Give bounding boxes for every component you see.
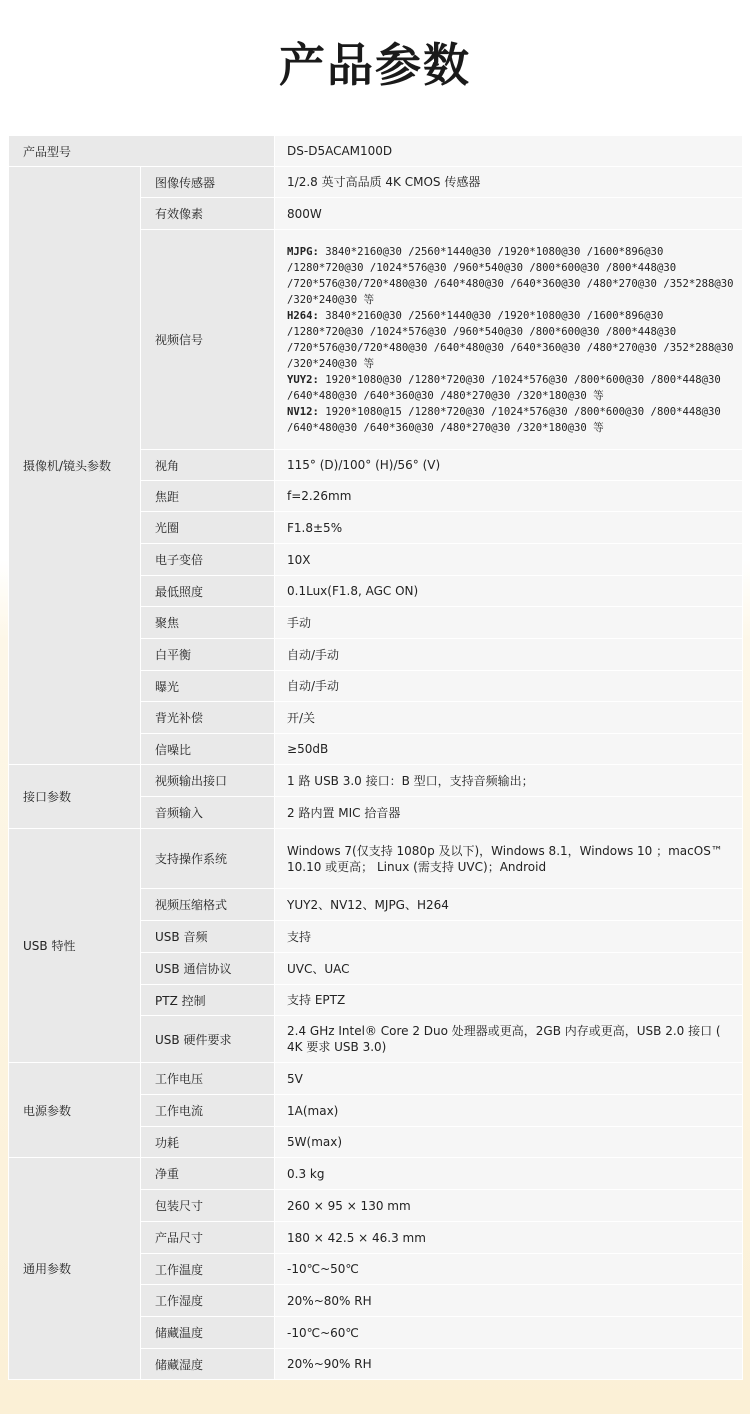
table-row <box>9 136 743 167</box>
video-signal-line: MJPG: 3840*2160@30 /2560*1440@30 /1920*1080@30 /1600*896@30 <box>287 245 664 258</box>
video-signal-line: NV12: 1920*1080@15 /1280*720@30 /1024*576@30 /800*600@30 /800*448@30 <box>287 405 721 418</box>
spec-label: 储藏湿度 <box>141 1349 275 1380</box>
model-label: 产品型号 <box>9 136 275 167</box>
group-label: 电源参数 <box>9 1063 141 1158</box>
spec-label: 工作电流 <box>141 1095 275 1127</box>
spec-label: 视频输出接口 <box>141 765 275 797</box>
spec-label: 支持操作系统 <box>141 829 275 889</box>
model-value: DS-D5ACAM100D <box>275 136 743 167</box>
table-row <box>9 829 743 889</box>
spec-value: 0.1Lux(F1.8, AGC ON) <box>275 576 743 607</box>
group-label: USB 特性 <box>9 829 141 1063</box>
spec-value: UVC、UAC <box>275 953 743 985</box>
spec-table-body <box>9 136 743 1380</box>
spec-value: 5W(max) <box>275 1127 743 1158</box>
spec-value: 2.4 GHz Intel® Core 2 Duo 处理器或更高，2GB 内存或更高，USB 2.0 接口 ( 4K 要求 USB 3.0) <box>275 1016 743 1063</box>
spec-value: 10X <box>275 544 743 576</box>
spec-value: 20%~90% RH <box>275 1349 743 1380</box>
spec-label: USB 通信协议 <box>141 953 275 985</box>
spec-value: 2 路内置 MIC 拾音器 <box>275 797 743 829</box>
spec-label: 有效像素 <box>141 198 275 230</box>
spec-label: 功耗 <box>141 1127 275 1158</box>
spec-value: 自动/手动 <box>275 639 743 671</box>
spec-label: 视频压缩格式 <box>141 889 275 921</box>
spec-label: 曝光 <box>141 671 275 702</box>
spec-table <box>8 135 743 1380</box>
spec-value: F1.8±5% <box>275 512 743 544</box>
video-signal-line: /320*240@30 等 <box>287 357 375 370</box>
video-signal-line: YUY2: 1920*1080@30 /1280*720@30 /1024*576@30 /800*600@30 /800*448@30 <box>287 373 721 386</box>
spec-value: Windows 7(仅支持 1080p 及以下)，Windows 8.1，Windows 10 ；macOS™ 10.10 或更高； Linux (需支持 UVC)；Android <box>275 829 743 889</box>
table-row <box>9 765 743 797</box>
spec-label: 净重 <box>141 1158 275 1190</box>
spec-label: 视角 <box>141 450 275 481</box>
video-signal-line: H264: 3840*2160@30 /2560*1440@30 /1920*1080@30 /1600*896@30 <box>287 309 664 322</box>
spec-value: 115° (D)/100° (H)/56° (V) <box>275 450 743 481</box>
spec-label: 光圈 <box>141 512 275 544</box>
spec-value <box>275 230 743 450</box>
spec-label: 工作湿度 <box>141 1285 275 1317</box>
video-signal-line: /640*480@30 /640*360@30 /480*270@30 /320*180@30 等 <box>287 389 604 402</box>
spec-value: 0.3 kg <box>275 1158 743 1190</box>
spec-label: 音频输入 <box>141 797 275 829</box>
spec-label: USB 音频 <box>141 921 275 953</box>
spec-label: 储藏温度 <box>141 1317 275 1349</box>
spec-label: 产品尺寸 <box>141 1222 275 1254</box>
spec-label: 背光补偿 <box>141 702 275 734</box>
spec-label: 电子变倍 <box>141 544 275 576</box>
spec-label: 图像传感器 <box>141 167 275 198</box>
spec-value: 支持 <box>275 921 743 953</box>
spec-value: -10℃~50℃ <box>275 1254 743 1285</box>
spec-value: 20%~80% RH <box>275 1285 743 1317</box>
group-label: 通用参数 <box>9 1158 141 1380</box>
spec-label: 聚焦 <box>141 607 275 639</box>
spec-value: 开/关 <box>275 702 743 734</box>
video-signal-line: /1280*720@30 /1024*576@30 /960*540@30 /800*600@30 /800*448@30 <box>287 325 677 338</box>
spec-value: -10℃~60℃ <box>275 1317 743 1349</box>
spec-value: 180 × 42.5 × 46.3 mm <box>275 1222 743 1254</box>
table-row <box>9 167 743 198</box>
spec-value: 1 路 USB 3.0 接口：B 型口，支持音频输出； <box>275 765 743 797</box>
spec-label: PTZ 控制 <box>141 985 275 1016</box>
spec-value: 自动/手动 <box>275 671 743 702</box>
spec-value: 支持 EPTZ <box>275 985 743 1016</box>
spec-value: 1A(max) <box>275 1095 743 1127</box>
group-label: 摄像机/镜头参数 <box>9 167 141 765</box>
video-signal-line: /1280*720@30 /1024*576@30 /960*540@30 /800*600@30 /800*448@30 <box>287 261 677 274</box>
spec-label: 信噪比 <box>141 734 275 765</box>
spec-value: ≥50dB <box>275 734 743 765</box>
video-signal-line: /720*576@30/720*480@30 /640*480@30 /640*360@30 /480*270@30 /352*288@30 <box>287 277 734 290</box>
spec-value: 1/2.8 英寸高品质 4K CMOS 传感器 <box>275 167 743 198</box>
group-label: 接口参数 <box>9 765 141 829</box>
spec-label: 视频信号 <box>141 230 275 450</box>
spec-label: 工作温度 <box>141 1254 275 1285</box>
spec-label: USB 硬件要求 <box>141 1016 275 1063</box>
spec-value: 800W <box>275 198 743 230</box>
spec-value: f=2.26mm <box>275 481 743 512</box>
table-row <box>9 1063 743 1095</box>
table-row <box>9 1158 743 1190</box>
spec-label: 最低照度 <box>141 576 275 607</box>
video-signal-line: /720*576@30/720*480@30 /640*480@30 /640*360@30 /480*270@30 /352*288@30 <box>287 341 734 354</box>
spec-label: 白平衡 <box>141 639 275 671</box>
page-title: 产品参数 <box>279 38 471 92</box>
spec-value: 手动 <box>275 607 743 639</box>
spec-label: 焦距 <box>141 481 275 512</box>
video-signal-line: /640*480@30 /640*360@30 /480*270@30 /320*180@30 等 <box>287 421 604 434</box>
spec-label: 工作电压 <box>141 1063 275 1095</box>
spec-value: 5V <box>275 1063 743 1095</box>
spec-value: 260 × 95 × 130 mm <box>275 1190 743 1222</box>
spec-value: YUY2、NV12、MJPG、H264 <box>275 889 743 921</box>
spec-label: 包装尺寸 <box>141 1190 275 1222</box>
video-signal-line: /320*240@30 等 <box>287 293 375 306</box>
